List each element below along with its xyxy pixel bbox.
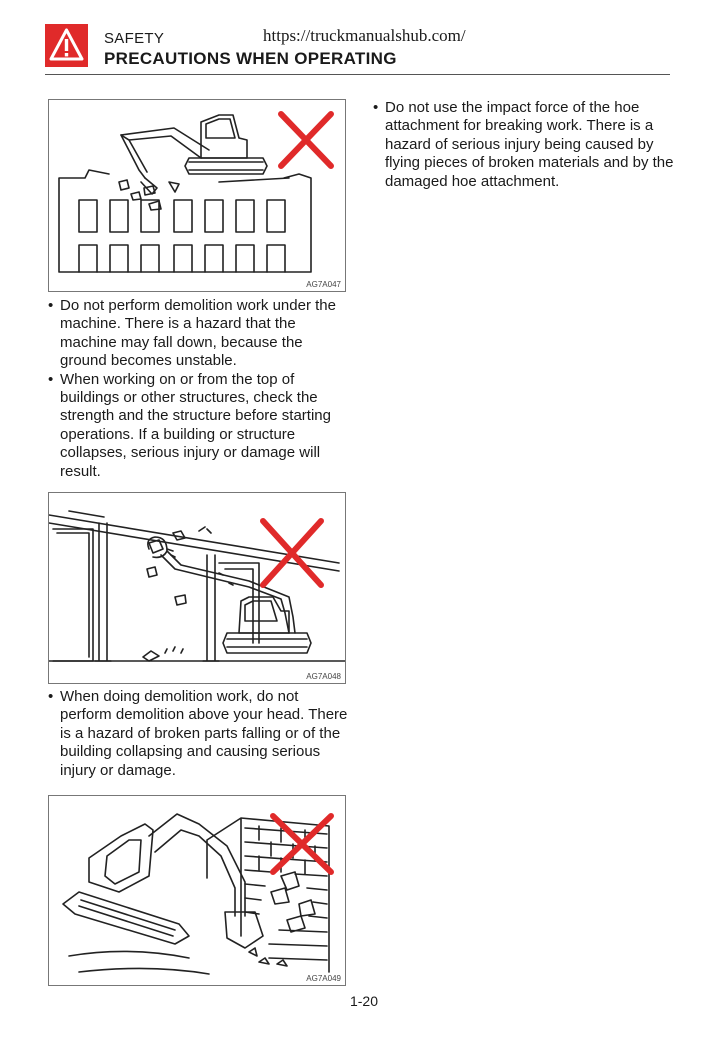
figure-code: AG7A048 bbox=[306, 672, 341, 681]
figure-code: AG7A049 bbox=[306, 974, 341, 983]
warning-icon bbox=[45, 24, 88, 67]
list-item: • Do not use the impact force of the hoe attachment for breaking work. There is a hazard of serious injury being caused by flying pieces of broken materials and by the damaged hoe attachment. bbox=[373, 99, 678, 191]
figure-demolition-under-machine bbox=[48, 99, 346, 292]
bullet-list-1 bbox=[48, 297, 348, 481]
figure-code: AG7A047 bbox=[306, 280, 341, 289]
section-label: SAFETY bbox=[104, 30, 165, 47]
figure-impact-breaking bbox=[48, 795, 346, 986]
figure-overhead-demolition bbox=[48, 492, 346, 684]
header-divider bbox=[45, 74, 670, 75]
source-url[interactable]: https://truckmanualshub.com/ bbox=[263, 26, 466, 45]
prohibited-x-icon bbox=[49, 493, 345, 683]
prohibited-x-icon bbox=[49, 796, 345, 985]
prohibited-x-icon bbox=[49, 100, 345, 291]
bullet-list-3 bbox=[373, 99, 678, 191]
page-number: 1-20 bbox=[349, 993, 379, 1009]
page-title: PRECAUTIONS WHEN OPERATING bbox=[104, 49, 397, 68]
list-item: • When working on or from the top of buildings or other structures, check the strength and the structure before starting operations. If a building or structure collapses, serious injury or damage will result. bbox=[48, 371, 348, 481]
list-item: • Do not perform demolition work under the machine. There is a hazard that the machine may fall down, because the ground becomes unstable. bbox=[48, 297, 348, 371]
list-item: • When doing demolition work, do not perform demolition above your head. There is a hazard of broken parts falling or of the building collapsing and causing serious injury or damage. bbox=[48, 688, 353, 780]
bullet-list-2 bbox=[48, 688, 353, 780]
